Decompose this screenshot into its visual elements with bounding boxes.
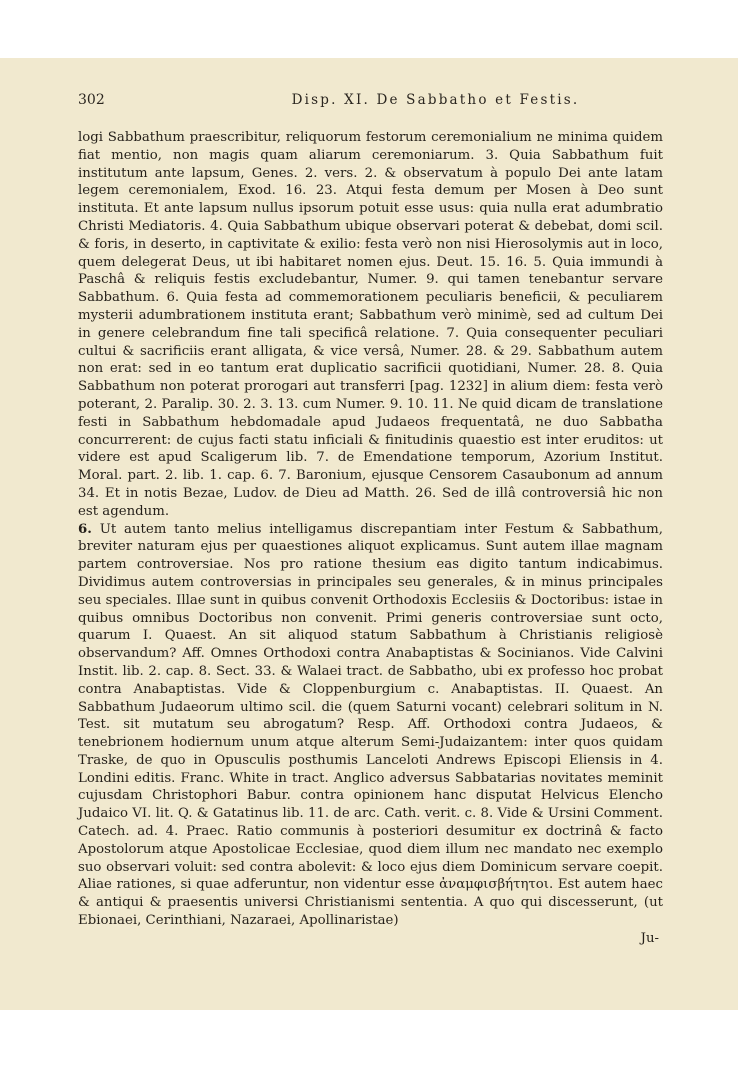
paragraph-2-text: Ut autem tanto melius intelligamus discrepantiam inter Festum & Sabbathum, breviter naturam ejus per quaestiones aliquot explicamus. Sunt autem illae magnam partem controversiae. Nos pro ratione thesium eas digito tantum indicabimus. Dividimus autem controversias in principales seu generales, & in minus principales seu speciales. Illae sunt in quibus convenit Orthodoxis Ecclesiis & Doctoribus: istae in quibus omnibus Doctoribus non convenit. Primi generis controversiae sunt octo, quarum I. Quaest. An sit aliquod statum Sabbathum à Christianis religiosè observandum? Aff. Omnes Orthodoxi contra Anabaptistas & Socinianos. Vide Calvini Instit. lib. 2. cap. 8. Sect. 33. & Walaei tract. de Sabbatho, ubi ex professo hoc probat contra Anabaptistas. Vide & Cloppenburgium c. Anabaptistas. II. Quaest. An Sabbathum Judaeorum ultimo scil. die (quem Saturni vocant) celebrari solitum in N. Test. sit mutatum seu abrogatum? Resp. Aff. Orthodoxi contra Judaeos, & tenebrionem hodiernum unum atque alterum Semi-Judaizantem: inter quos quidam Traske, de quo in Opusculis posthumis Lanceloti Andrews Episcopi Eliensis in 4. Londini editis. Franc. White in tract. Anglico adversus Sabbatarias novitates meminit cujusdam Christophori Babur. contra opinionem hanc disputat Helvicus Elencho Judaico VI. lit. Q. & Gatatinus lib. 11. de arc. Cath. verit. c. 8. Vide & Ursini Comment. Catech. ad. 4. Praec. Ratio communis à posteriori desumitur ex doctrinâ & facto Apostolorum atque Apostolicae Ecclesiae, quod diem illum nec mandato nec exemplo suo observari voluit: sed contra abolevit: & loco ejus diem Dominicum servare coepit. Aliae rationes, si quae adferuntur, non videntur esse ἀναμφισβήτητοι. Est autem haec & antiqui & praesentis universi Christianismi sententia. A quo qui discesserunt, (ut Ebionaei, Cerinthiani, Nazaraei, Apollinaristae): [78, 521, 663, 929]
catchword: Ju-: [640, 930, 659, 946]
page-body: [78, 129, 663, 948]
page-number: 302: [78, 92, 105, 108]
paragraph-2: [78, 521, 663, 930]
page-header: [78, 92, 663, 110]
paragraph-1: logi Sabbathum praescribitur, reliquorum festorum ceremonialium ne minima quidem fiat mentio, non magis quam aliarum ceremoniarum. 3. Quia Sabbathum fuit institutum ante lapsum, Genes. 2. vers. 2. & observatum à populo Dei ante latam legem ceremonialem, Exod. 16. 23. Atqui festa demum per Mosen à Deo sunt instituta. Et ante lapsum nullus ipsorum potuit esse usus: quia nulla erat adumbratio Christi Mediatoris. 4. Quia Sabbathum ubique observari poterat & debebat, domi scil. & foris, in deserto, in captivitate & exilio: festa verò non nisi Hierosolymis aut in loco, quem delegerat Deus, ut ibi habitaret nomen ejus. Deut. 15. 16. 5. Quia immundi à Paschâ & reliquis festis excludebantur, Numer. 9. qui tamen tenebantur servare Sabbathum. 6. Quia festa ad commemorationem peculiaris beneficii, & peculiarem mysterii adumbrationem instituta erant; Sabbathum verò minimè, sed ad cultum Dei in genere celebrandum fine tali specificâ relatione. 7. Quia consequenter peculiari cultui & sacrificiis erant alligata, & vice versâ, Numer. 28. & 29. Sabbathum autem non erat: sed in eo tantum erat duplicatio sacrificii quotidiani, Numer. 28. 8. Quia Sabbathum non poterat prorogari aut transferri [pag. 1232] in alium diem: festa verò poterant, 2. Paralip. 30. 2. 3. 13. cum Numer. 9. 10. 11. Ne quid dicam de translatione festi in Sabbathum hebdomadale apud Judaeos frequentatâ, ne duo Sabbatha concurrerent: de cujus facti statu inficiali & finitudinis quaestio est inter eruditos: ut videre est apud Scaligerum lib. 7. de Emendatione temporum, Azorium Institut. Moral. part. 2. lib. 1. cap. 6. 7. Baronium, ejusque Censorem Casaubonum ad annum 34. Et in notis Bezae, Ludov. de Dieu ad Matth. 26. Sed de illâ controversiâ hic non est agendum.: [78, 130, 663, 519]
section-number: 6.: [78, 521, 92, 537]
book-page: [0, 58, 738, 1010]
running-title: Disp. XI. De Sabbatho et Festis.: [291, 92, 580, 108]
